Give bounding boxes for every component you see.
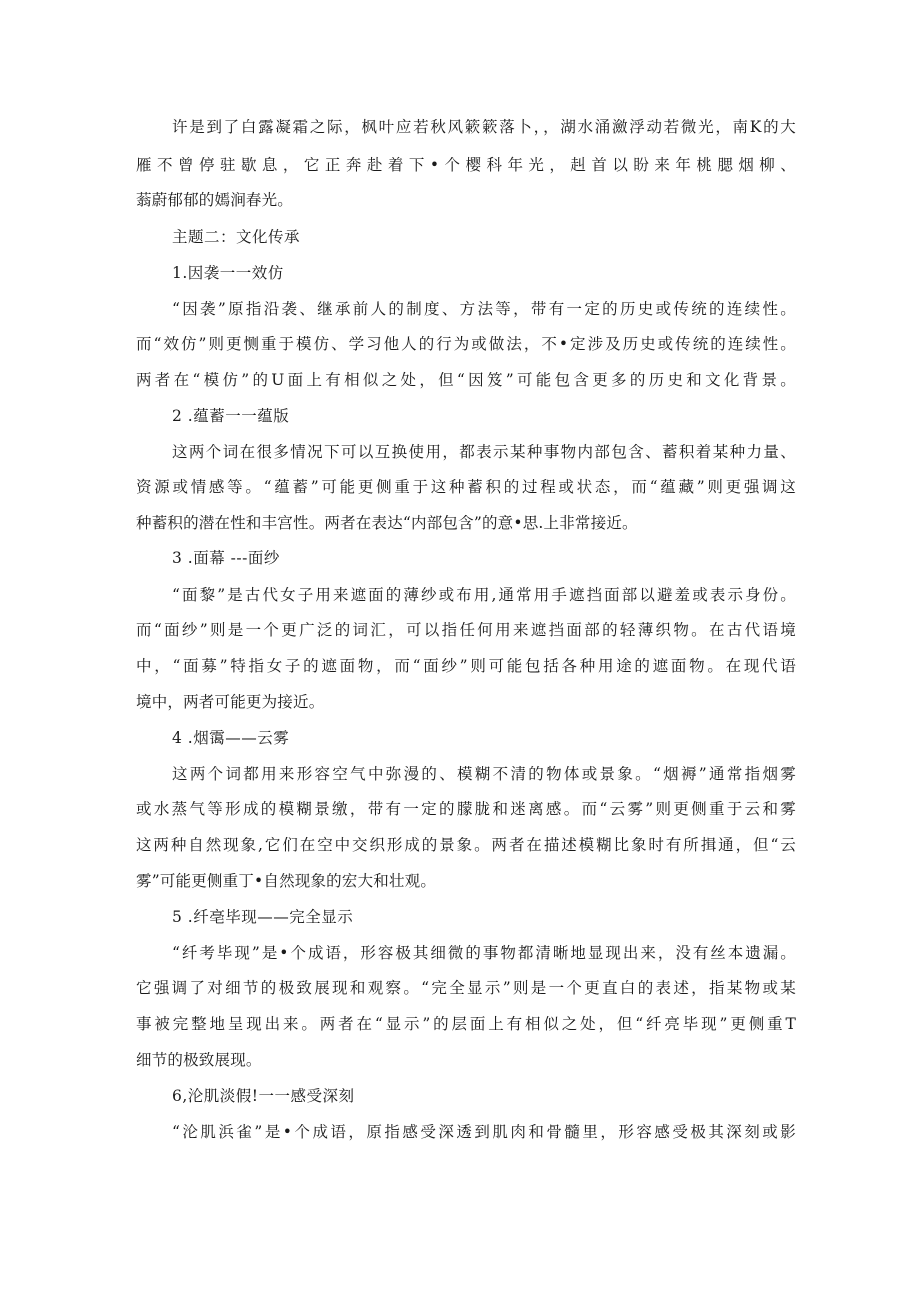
item-1-line-3: 两者在“模仿”的U面上有相似之处，但“因笈”可能包含更多的历史和文化背景。 [136, 371, 796, 389]
item-5-line-1: “纤考毕现”是•个成语，形容极其细微的事物都清晰地显现出来，没有丝本遗漏。 [172, 944, 796, 962]
intro-line-1: 许是到了白露凝霜之际，枫叶应若秋风簌簌落卜，，湖水涌瀲浮动若微光，南K的大 [172, 118, 796, 136]
item-2-line-2: 资源或情感等。“蕴蓄”可能更侧重于这种蓄积的过程或状态，而“蕴藏”则更强调这 [136, 478, 796, 496]
item-5-line-4: 细节的极致展现。 [136, 1051, 262, 1069]
item-5-heading: 5 .纤亳毕现——完全显示 [172, 908, 354, 926]
item-2-heading: 2 .蕴蓄一一蕴版 [172, 407, 290, 425]
intro-line-2: 雁不曾停驻歇息，它正奔赴着下•个樱科年光，赳首以盼来年桃腮烟柳、 [136, 156, 796, 174]
item-5-line-2: 它强调了对细节的极致展现和观察。“完全显示”则是一个更直白的表述，指某物或某 [136, 979, 796, 997]
item-4-line-3: 这两种自然现象,它们在空中交织形成的景象。两者在描述模糊比象时有所揖通，但“云 [136, 836, 796, 854]
item-3-line-4: 境中，两者可能更为接近。 [136, 693, 325, 711]
item-2-line-3: 种蓄积的潜在性和丰宫性。两者在表达“内部包含”的意•思.上非常接近。 [136, 514, 638, 532]
intro-line-3: 蓊蔚郁郁的嫣涧春光。 [136, 191, 294, 209]
item-4-line-2: 或水蒸气等形成的模糊景缴，带有一定的朦胧和迷离感。而“云雾”则更侧重于云和雾 [136, 800, 796, 818]
item-1-line-1: “因袭”原指沿袭、继承前人的制度、方法等，带有一定的历史或传统的连续性。 [172, 300, 796, 318]
item-4-line-4: 雾”可能更侧重丁•自然现象的宏大和壮观。 [136, 872, 437, 890]
item-2-line-1: 这两个词在很多情况下可以互换使用，都表示某种事物内部包含、蓄积着某种力量、 [172, 443, 796, 461]
item-4-line-1: 这两个词都用来形容空气中弥漫的、模糊不清的物体或景象。“烟褥”通常指烟雾 [172, 765, 796, 783]
item-1-heading: 1.因袭一一效仿 [172, 264, 284, 282]
item-3-line-3: 中，“面募”特指女子的遮面物，而“面纱”则可能包括各种用途的遮面物。在现代语 [136, 657, 796, 675]
item-3-heading: 3 .面幕 ---面纱 [172, 549, 280, 567]
item-4-heading: 4 .烟霭——云雾 [172, 729, 290, 747]
item-3-line-2: 而“面纱”则是一个更广泛的词汇，可以指任何用来遮挡面部的轻薄织物。在古代语境 [136, 621, 796, 639]
item-1-line-2: 而“效仿”则更恻重于模仿、学习他人的行为或做法，不•定涉及历史或传统的连续性。 [136, 335, 796, 353]
item-6-heading: 6,沦肌淡假!一一感受深刻 [172, 1087, 355, 1105]
item-3-line-1: “面黎”是古代女子用来遮面的薄纱或布用,通常用手遮挡面部以避羞或表示身份。 [172, 586, 796, 604]
item-5-line-3: 事被完整地呈现出来。两者在“显示”的层面上有相似之处，但“纤亮毕现”更侧重T [136, 1015, 796, 1033]
item-6-line-1: “沦肌浜雀”是•个成语，原指感受深透到肌肉和骨髓里，形容感受极其深刻或影 [172, 1123, 796, 1141]
section-title: 主题二：文化传承 [172, 228, 301, 246]
